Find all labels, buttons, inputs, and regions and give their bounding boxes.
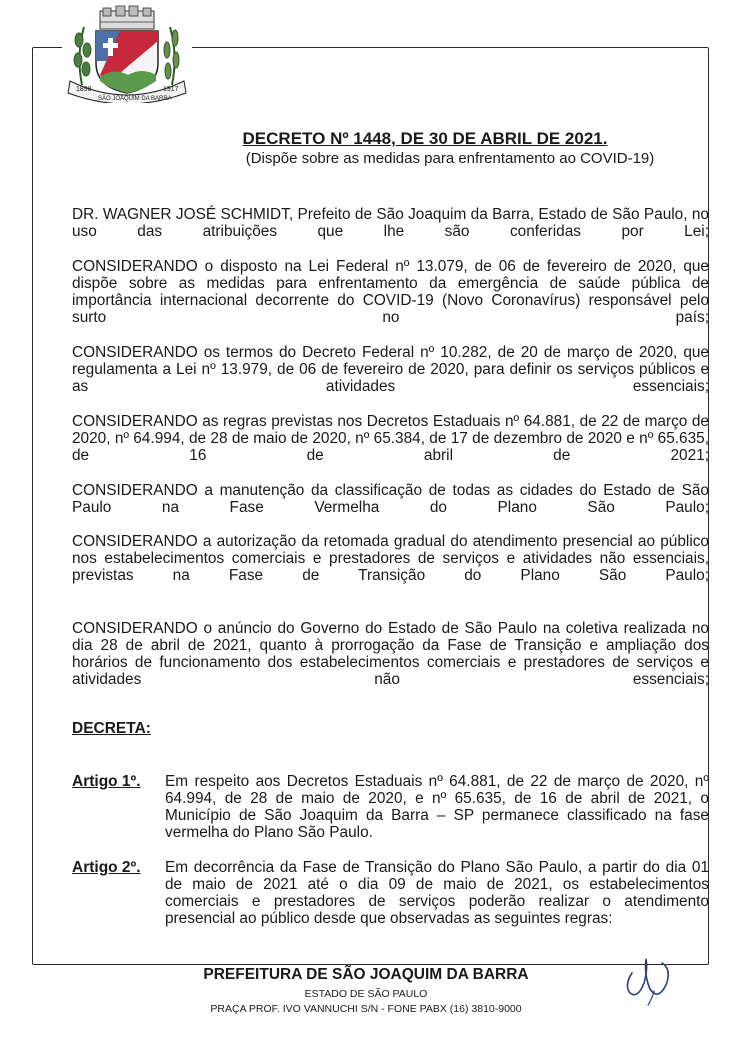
considerando-paragraph: CONSIDERANDO a autorização da retomada gradual do atendimento presencial ao público nos estabelecimentos comerciais e prestadores de serviços e atividades não essenciais, previstas na Fase de Transição do Plano São Paulo; — [72, 533, 709, 584]
article-2-text: Em decorrência da Fase de Transição do Plano São Paulo, a partir do dia 01 de maio de 2021 até o dia 09 de maio de 2021, os estabelecimentos comerciais e prestadores de serviços poderão realizar o atendimento presencial ao público desde que observadas as seguintes regras: — [165, 859, 709, 927]
article-1-text: Em respeito aos Decretos Estaduais nº 64.881, de 22 de março de 2020, nº 64.994, de 28 de maio de 2020, e nº 65.635, de 16 de abril de 2021, o Município de São Joaquim da Barra – SP permanece classificado na fase vermelha do Plano São Paulo. — [165, 773, 709, 841]
sugarcane-icon — [164, 27, 179, 85]
decree-subtitle: (Dispõe sobre as medidas para enfrentamento ao COVID-19) — [245, 150, 655, 167]
year-left: 1898 — [76, 86, 92, 93]
considerando-paragraph: CONSIDERANDO as regras previstas nos Decretos Estaduais nº 64.881, de 22 de março de 2020, nº 64.994, de 28 de maio de 2020, nº 65.384, de 17 de dezembro de 2020 e nº 65.635, de 16 de abril de 2021; — [72, 413, 709, 464]
considerando-paragraph: CONSIDERANDO a manutenção da classificação de todas as cidades do Estado de São Paulo na Fase Vermelha do Plano São Paulo; — [72, 482, 709, 516]
footer-state: ESTADO DE SÃO PAULO — [304, 988, 428, 1000]
coffee-branch-icon — [74, 27, 91, 85]
footer-address: PRAÇA PROF. IVO VANNUCHI S/N - FONE PABX (16) 3810-9000 — [210, 1003, 522, 1015]
year-right: 1917 — [163, 86, 179, 93]
intro-paragraph: DR. WAGNER JOSÉ SCHMIDT, Prefeito de São Joaquim da Barra, Estado de São Paulo, no uso das atribuições que lhe são conferidas por Lei; — [72, 206, 709, 240]
considerando-paragraph: CONSIDERANDO o anúncio do Governo do Estado de São Paulo na coletiva realizada no dia 28 de abril de 2021, quanto à prorrogação da Fase de Transição e ampliação dos horários de funcionamento dos estabelecimentos comerciais e prestadores de serviços e atividades não essenciais; — [72, 620, 709, 688]
municipal-coat-of-arms — [62, 5, 192, 103]
handwritten-initials — [618, 945, 678, 1007]
shield-icon — [96, 31, 158, 93]
footer-institution-name: PREFEITURA DE SÃO JOAQUIM DA BARRA — [203, 966, 529, 983]
crown-icon — [100, 6, 154, 29]
considerando-paragraph: CONSIDERANDO os termos do Decreto Federal nº 10.282, de 20 de março de 2020, que regulamenta a Lei nº 13.979, de 06 de fevereiro de 2020, para definir os serviços públicos e as atividades essenciais; — [72, 344, 709, 395]
ribbon-text: SÃO JOAQUIM DA BARRA — [98, 96, 172, 102]
decree-title: DECRETO Nº 1448, DE 30 DE ABRIL DE 2021. — [242, 129, 608, 148]
article-1-label: Artigo 1º. — [72, 773, 141, 790]
article-2-label: Artigo 2º. — [72, 859, 141, 876]
considerando-paragraph: CONSIDERANDO o disposto na Lei Federal nº 13.079, de 06 de fevereiro de 2020, que dispõe sobre as medidas para enfrentamento da emergência de saúde pública de importância internacional decorrente do COVID-19 (Novo Coronavírus) responsável pelo surto no país; — [72, 258, 709, 326]
decreta-heading: DECRETA: — [72, 720, 151, 737]
